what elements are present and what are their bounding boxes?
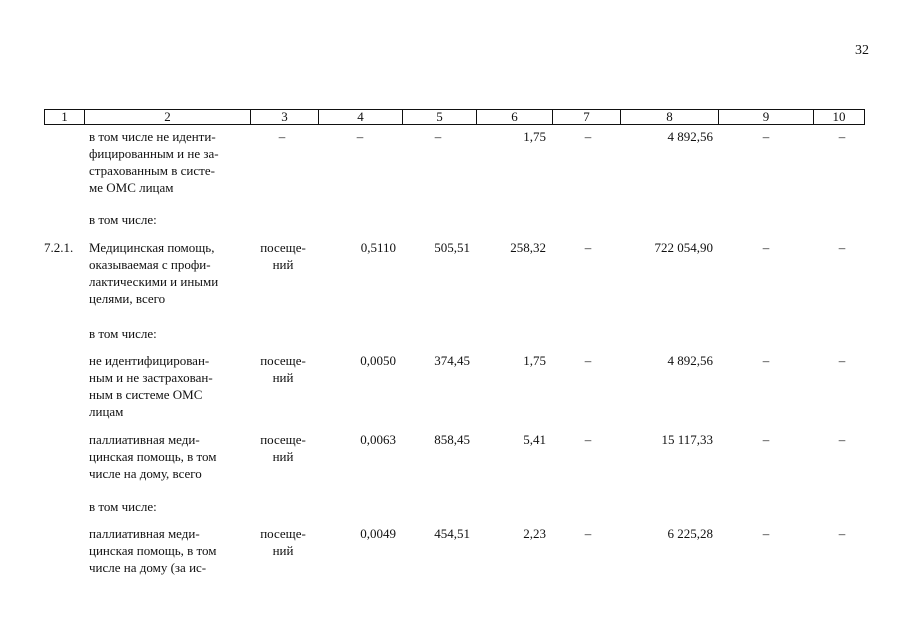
row-col9: –	[762, 240, 770, 255]
row-col10: –	[838, 240, 846, 255]
subheading-label: в том числе:	[89, 212, 157, 227]
row-col9: –	[762, 129, 770, 144]
row-col4: 0,5110	[360, 240, 396, 255]
row-code: 7.2.1.	[44, 240, 74, 255]
row-description: в том числе не иденти- фицированным и не за- страхованным в систе- ме ОМС лицам	[89, 129, 219, 195]
row-col6: 5,41	[523, 432, 546, 447]
row-col10: –	[838, 129, 846, 144]
row-col9: –	[762, 353, 770, 368]
row-col7: –	[584, 240, 592, 255]
column-header-9: 9	[719, 110, 814, 124]
row-col10: –	[838, 432, 846, 447]
row-col7: –	[584, 432, 592, 447]
page-number: 32	[855, 43, 869, 58]
row-unit: –	[278, 129, 286, 144]
column-header-5: 5	[403, 110, 477, 124]
row-unit: посеще- ний	[260, 240, 306, 272]
row-col4: 0,0063	[360, 432, 396, 447]
column-header-3: 3	[251, 110, 319, 124]
row-unit: посеще- ний	[260, 526, 306, 558]
row-description: Медицинская помощь, оказываемая с профи- лактическими и иными целями, всего	[89, 240, 219, 306]
table-header-row	[44, 109, 865, 125]
row-col5: 374,45	[434, 353, 470, 368]
row-col9: –	[762, 526, 770, 541]
row-col5: 454,51	[434, 526, 470, 541]
row-unit: посеще- ний	[260, 432, 306, 464]
row-col6: 1,75	[523, 129, 546, 144]
row-col7: –	[584, 526, 592, 541]
column-header-10: 10	[832, 109, 846, 124]
row-col6: 258,32	[510, 240, 546, 255]
column-header-7: 7	[553, 110, 621, 124]
row-col6: 1,75	[523, 353, 546, 368]
row-col9: –	[762, 432, 770, 447]
column-header-4: 4	[319, 110, 403, 124]
row-col10: –	[838, 353, 846, 368]
column-header-8: 8	[621, 110, 719, 124]
row-col10: –	[838, 526, 846, 541]
column-header-2: 2	[85, 110, 251, 124]
row-col8: 722 054,90	[654, 240, 713, 255]
row-description: паллиативная меди- цинская помощь, в том числе на дому, всего	[89, 432, 217, 481]
row-col8: 4 892,56	[667, 353, 713, 368]
row-description: не идентифицирован- ным и не застрахован- ным в системе ОМС лицам	[89, 353, 213, 419]
row-col6: 2,23	[523, 526, 546, 541]
row-col4: 0,0049	[360, 526, 396, 541]
row-col4: 0,0050	[360, 353, 396, 368]
row-col8: 4 892,56	[667, 129, 713, 144]
row-col8: 6 225,28	[667, 526, 713, 541]
row-col7: –	[584, 129, 592, 144]
subheading-label: в том числе:	[89, 326, 157, 341]
row-unit: посеще- ний	[260, 353, 306, 385]
subheading-label: в том числе:	[89, 499, 157, 514]
row-col8: 15 117,33	[661, 432, 713, 447]
row-col4: –	[356, 129, 364, 144]
row-col7: –	[584, 353, 592, 368]
column-header-6: 6	[477, 110, 553, 124]
row-description: паллиативная меди- цинская помощь, в том числе на дому (за ис-	[89, 526, 217, 575]
row-col5: 858,45	[434, 432, 470, 447]
row-col5: 505,51	[434, 240, 470, 255]
column-header-1: 1	[45, 110, 85, 124]
row-col5: –	[434, 129, 442, 144]
